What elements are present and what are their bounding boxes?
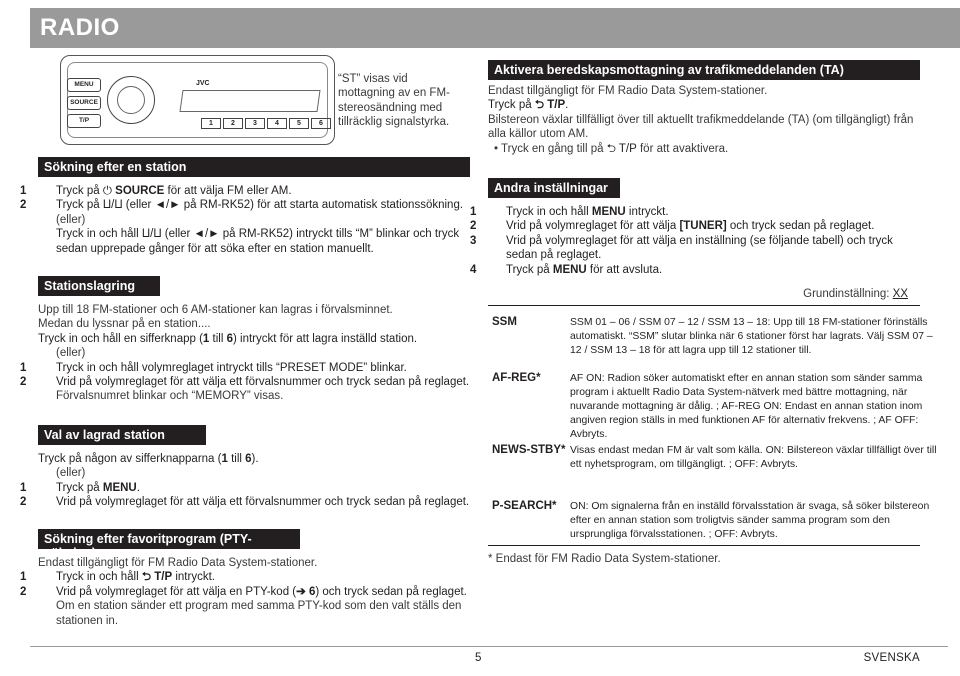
car-stereo-illustration xyxy=(60,55,335,145)
tp-key: T/P xyxy=(67,114,101,128)
ssm-description: SSM 01 – 06 / SSM 07 – 12 / SSM 13 – 18: Upp till 18 FM-stationer förinställs automatiskt. “SSM” slutar blinka när 6 stationer först har lagrats. Välj SSM 07 – 12 / SSM 13 – 18 för att lagra upp till 12 stationer till. xyxy=(570,317,933,356)
ta-bullet: • Tryck en gång till på ⮌ T/P för att avaktivera. xyxy=(494,142,729,155)
preset-key-5: 5 xyxy=(289,118,309,129)
other-settings-section xyxy=(470,178,920,306)
store-hold: Tryck in och håll en sifferknapp (1 till 6) intryckt för att lagra inställd station. xyxy=(38,332,418,345)
afreg-label: AF-REG* xyxy=(492,372,541,384)
store-or: (eller) xyxy=(56,347,86,360)
store-listen: Medan du lyssnar på en station.... xyxy=(38,318,211,331)
header-banner xyxy=(30,8,960,48)
select-heading: Val av lagrad station xyxy=(38,425,206,445)
store-step-1: 1 Tryck in och håll volymreglaget intryckt tills “PRESET MODE” blinkar. xyxy=(20,361,407,374)
other-step-3: 3 Vrid på volymreglaget för att välja en inställning (se följande tabell) och tryck sedan på reglaget. xyxy=(470,234,893,262)
psearch-label: P-SEARCH* xyxy=(492,500,557,512)
volume-knob-inner xyxy=(117,86,145,114)
preset-key-3: 3 xyxy=(245,118,265,129)
preset-key-1: 1 xyxy=(201,118,221,129)
search-heading: Sökning efter en station xyxy=(38,157,470,177)
menu-key: MENU xyxy=(67,78,101,92)
pty-section xyxy=(20,529,470,628)
ta-heading: Aktivera beredskapsmottagning av trafikmeddelanden (TA) xyxy=(488,60,920,80)
ta-description: Bilstereon växlar tillfälligt över till aktuellt trafikmeddelande (TA) (om tillgängligt) från alla källor utom AM. xyxy=(488,113,914,141)
select-line: Tryck på någon av sifferknapparna (1 till 6). xyxy=(38,453,259,465)
select-or: (eller) xyxy=(56,467,86,480)
news-description: Visas endast medan FM är valt som källa. ON: Bilstereon växlar tillfälligt över till ett nyhetsprogram, om tillgängligt. ; OFF: Avbryts. xyxy=(570,445,937,470)
ta-section xyxy=(488,60,920,156)
table-bottom-rule xyxy=(488,545,920,546)
page-title: RADIO xyxy=(40,14,120,41)
select-step-2: 2 Vrid på volymreglaget för att välja ett förvalsnummer och tryck sedan på reglaget. xyxy=(20,496,470,509)
device-display xyxy=(179,90,320,112)
select-section xyxy=(20,425,470,510)
preset-key-6: 6 xyxy=(311,118,331,129)
preset-key-2: 2 xyxy=(223,118,243,129)
pty-step-2-note: Om en station sänder ett program med samma PTY-kod som den valt ställs den stationen in. xyxy=(56,600,462,627)
footer-rule xyxy=(30,646,948,647)
ta-note: Endast tillgängligt för FM Radio Data System-stationer. xyxy=(488,85,768,97)
search-step-1: 1 Tryck på ⏻ SOURCE för att välja FM eller AM. xyxy=(20,185,292,197)
page-number: 5 xyxy=(475,652,482,664)
language-label: SVENSKA xyxy=(863,652,920,664)
pty-heading: Sökning efter favoritprogram (PTY-sökning) xyxy=(38,529,300,549)
table-footnote: * Endast för FM Radio Data System-stationer. xyxy=(488,553,721,565)
ta-press: Tryck på ⮌ T/P. xyxy=(488,99,569,112)
store-step-2: 2 Vrid på volymreglaget för att välja ett förvalsnummer och tryck sedan på reglaget. xyxy=(20,376,470,389)
pty-step-2: 2 Vrid på volymreglaget för att välja en PTY-kod (➔ 6) och tryck sedan på reglaget. xyxy=(20,585,467,598)
pty-step-1: 1 Tryck in och håll ⮌ T/P intryckt. xyxy=(20,571,215,584)
store-heading: Stationslagring xyxy=(38,276,160,296)
other-step-2: 2 Vrid på volymreglaget för att välja [TUNER] och tryck sedan på reglaget. xyxy=(470,220,875,233)
other-step-1: 1 Tryck in och håll MENU intryckt. xyxy=(470,206,669,218)
select-step-1: 1 Tryck på MENU. xyxy=(20,481,140,494)
brand-logo: JVC xyxy=(196,80,210,87)
default-setting: Grundinställning: XX xyxy=(803,288,908,301)
source-key: SOURCE xyxy=(67,96,101,110)
psearch-description: ON: Om signalerna från en inställd förvalsstation är svaga, så söker bilstereon efter en annan station som troligtvis sänder samma program som den ursprungliga förvalsstationen. ; OFF: Avbryts. xyxy=(570,501,930,540)
pty-note: Endast tillgängligt för FM Radio Data System-stationer. xyxy=(38,557,318,569)
st-callout: “ST” visas vid mottagning av en FM-stereosändning med tillräcklig signalstyrka. xyxy=(338,73,450,129)
table-top-rule xyxy=(488,305,920,306)
store-blink: Förvalsnumret blinkar och “MEMORY” visas. xyxy=(56,390,284,403)
preset-key-4: 4 xyxy=(267,118,287,129)
search-section xyxy=(20,157,470,256)
store-intro: Upp till 18 FM-stationer och 6 AM-stationer kan lagras i förvalsminnet. xyxy=(38,304,393,316)
ssm-label: SSM xyxy=(492,316,517,328)
news-label: NEWS-STBY* xyxy=(492,444,566,456)
afreg-description: AF ON: Radion söker automatiskt efter en annan station som sänder samma program i aktuellt Radio Data System-nätverk med bättre mottagning, när nuvarande mottagning är dålig. ; AF-REG ON: Endast en annan station inom angiven region ställs in med funktionen AF för alternativ frekvens. ; AF OFF: Avbryts. xyxy=(570,373,923,440)
other-settings-heading: Andra inställningar xyxy=(488,178,620,198)
search-or: (eller) xyxy=(56,213,86,226)
search-step-2: 2 Tryck på ⨿/⨿ (eller ◄/► på RM-RK52) för att starta automatisk stationssökning. xyxy=(20,199,464,212)
store-section xyxy=(20,276,470,404)
other-step-4: 4 Tryck på MENU för att avsluta. xyxy=(470,263,663,276)
search-manual: Tryck in och håll ⨿/⨿ (eller ◄/► på RM-RK52) intryckt tills “M” blinkar och tryck sedan upprepade gånger för att söka efter en station manuellt. xyxy=(56,228,460,255)
